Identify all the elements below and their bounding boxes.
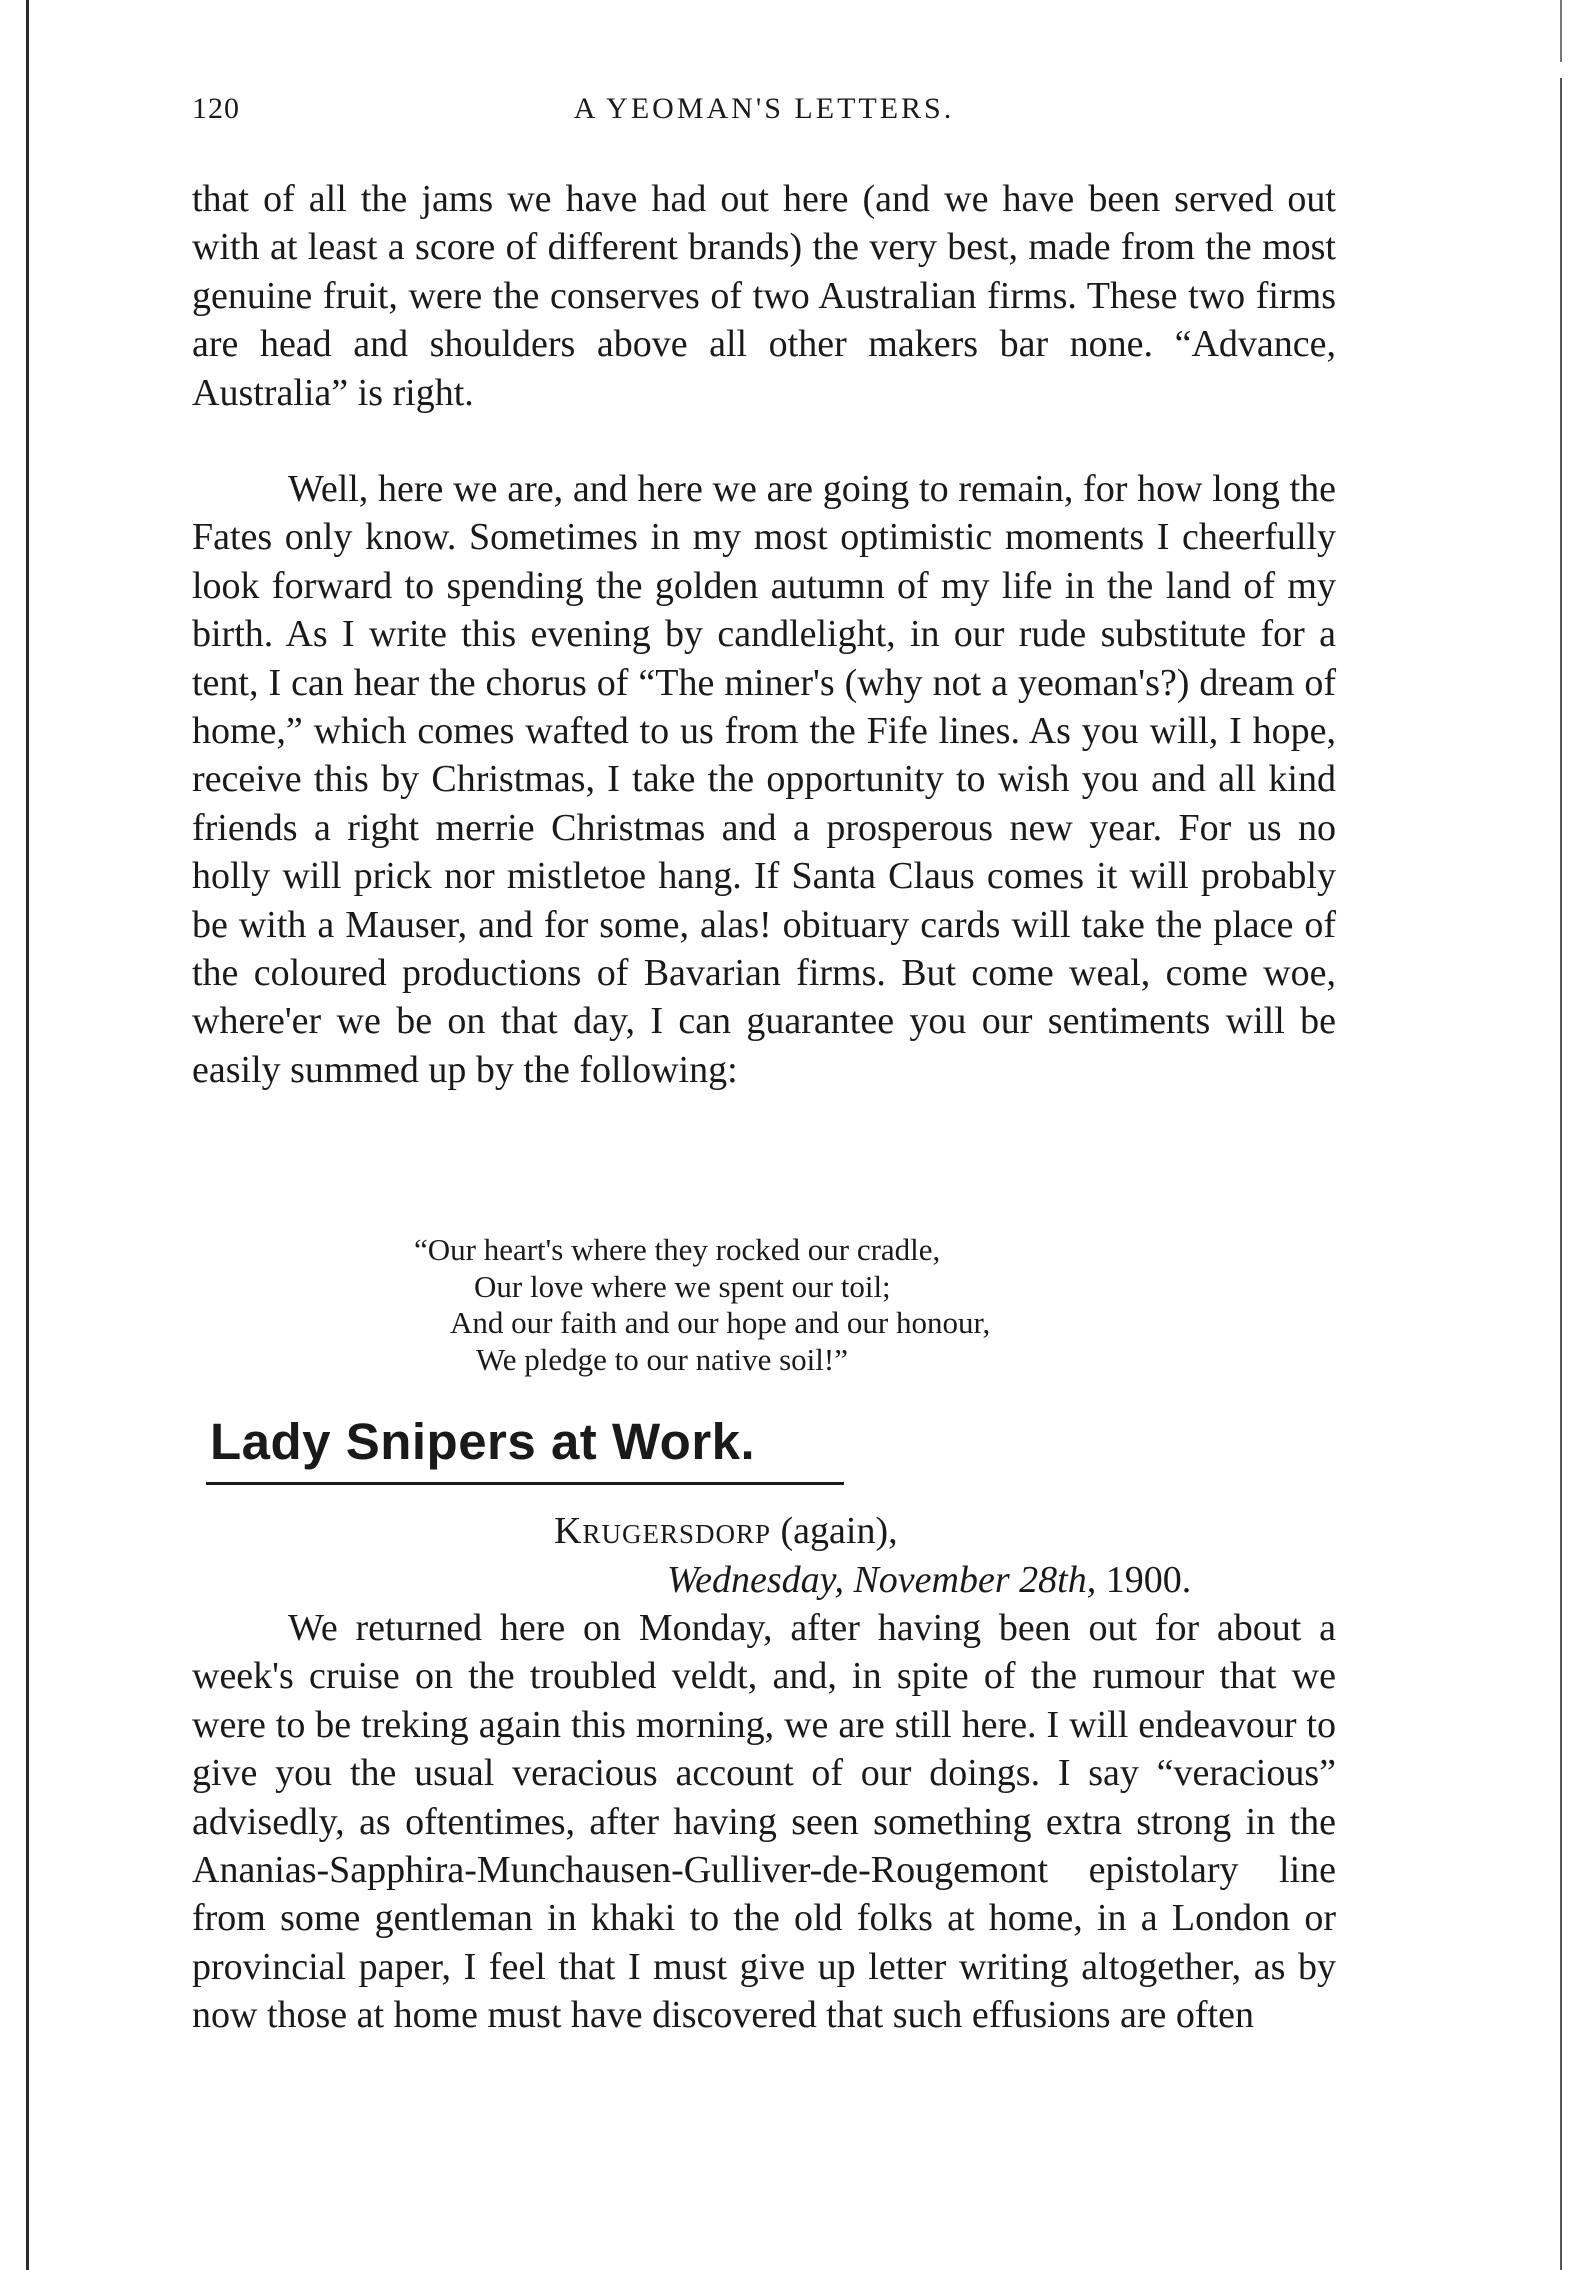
continued-paragraph — [192, 175, 1336, 417]
verse-line-3: And our faith and our hope and our honour, — [450, 1305, 991, 1340]
paragraph-returned: We returned here on Monday, after having been out for about a week's cruise on the troubled veldt, and, in spite of the rumour that we were to be treking again this morning, we are still here. I will endeavour to give you the usual veracious account of our doings. I say “veracious” advisedly, as oftentimes, after having seen something extra strong in the Ananias-Sapphira-Munchausen-Gulliver-de-Rougemont epistolary line from some gentleman in khaki to the old folks at home, in a London or provincial paper, I feel that I must give up letter writing altogether, as by now those at home must have discovered that such effusions are often — [192, 1607, 1336, 2037]
dateline-year: 1900. — [1105, 1559, 1192, 1601]
paragraph-christmas: Well, here we are, and here we are going to remain, for how long the Fates only know. Sometimes in my most optimistic moments I cheerfully look forward to spending the golden autumn of my life in the land of my birth. As I write this evening by candlelight, in our rude substitute for a tent, I can hear the chorus of “The miner's (why not a yeoman's?) dream of home,” which comes wafted to us from the Fife lines. As you will, I hope, receive this by Christmas, I take the opportunity to wish you and all kind friends a right merrie Christmas and a prosperous new year. For us no holly will prick nor mistletoe hang. If Santa Claus comes it will probably be with a Mauser, and for some, alas! obituary cards will take the place of the coloured productions of Bavarian firms. But come weal, come woe, where'er we be on that day, I can guarantee you our sentiments will be easily summed up by the following: — [192, 468, 1336, 1091]
page-edge-right — [1560, 78, 1562, 2270]
running-head — [192, 92, 1336, 132]
section-body — [192, 1604, 1336, 2040]
dateline-place — [554, 1507, 898, 1555]
verse-quote — [414, 1232, 1214, 1378]
running-title: A YEOMAN'S LETTERS. — [573, 92, 955, 125]
heading-underline — [206, 1482, 844, 1485]
verse-line-2: Our love where we spent our toil; — [474, 1268, 891, 1304]
verse-line-4: We pledge to our native soil!” — [476, 1341, 848, 1377]
page-number: 120 — [192, 92, 240, 125]
dateline-day: Wednesday, November 28th, — [667, 1559, 1097, 1601]
dateline-suffix: (again), — [780, 1510, 898, 1552]
page-edge-left — [26, 0, 29, 2270]
verse-line-1: “Our heart's where they rocked our cradle, — [414, 1232, 941, 1267]
page-edge-right-top — [1560, 0, 1562, 62]
dateline-date — [667, 1556, 1191, 1604]
paragraph-jams: that of all the jams we have had out here (and we have been served out with at least a score of different brands) the very best, made from the most genuine fruit, were the conserves of two Australian firms. These two firms are head and shoulders above all other makers bar none. “Advance, Australia” is right. — [192, 178, 1336, 414]
dateline-town: Krugersdorp — [554, 1510, 771, 1552]
section-heading: Lady Snipers at Work. — [210, 1413, 756, 1470]
christmas-paragraph-block — [192, 465, 1336, 1094]
